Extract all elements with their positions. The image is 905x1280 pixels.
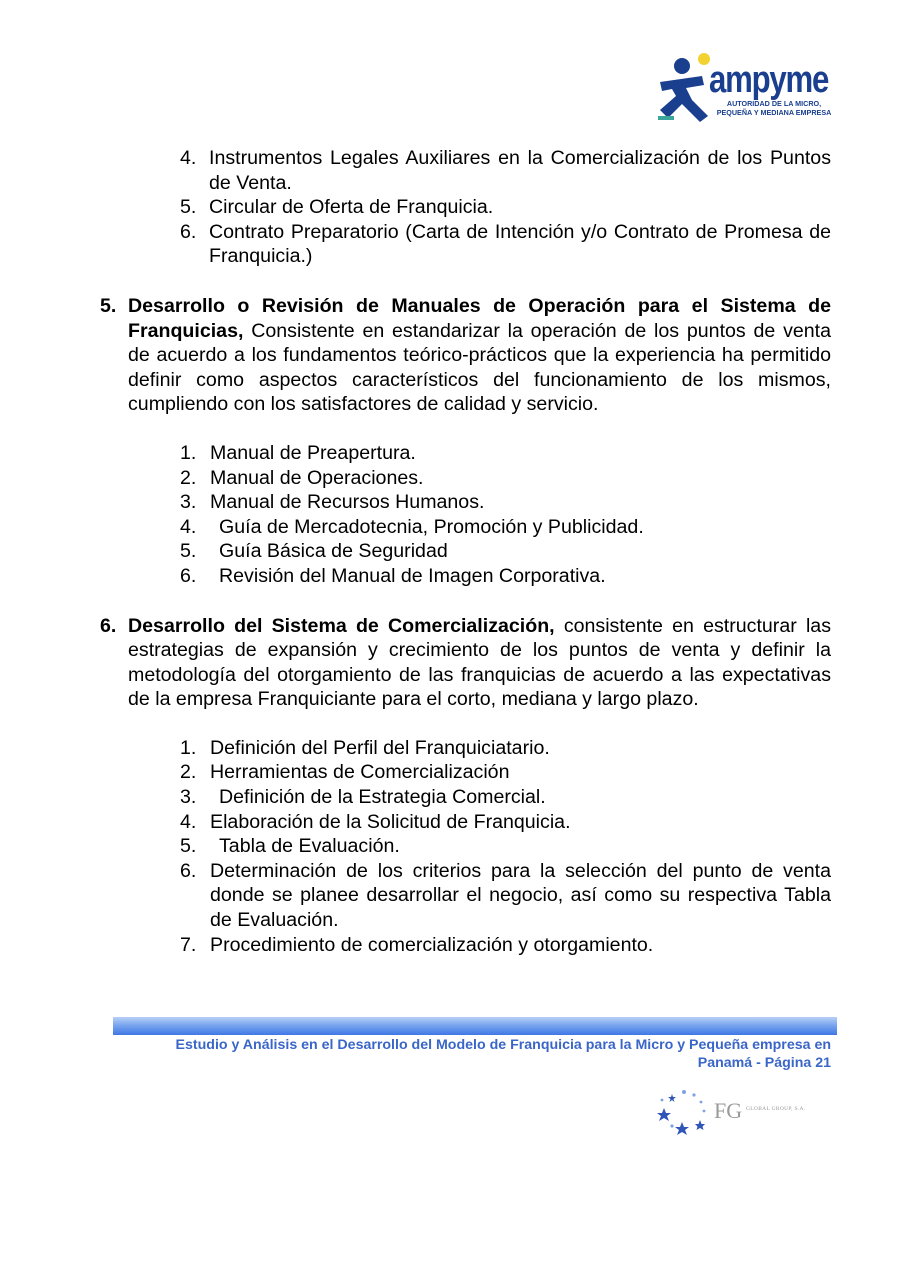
- list-item: 6. Determinación de los criterios para la selección del punto de venta donde se planee desarrollar el negocio, así como su respectiva Tabla de Evaluación.: [180, 859, 831, 932]
- list-item: 7. Procedimiento de comercialización y otorgamiento.: [180, 933, 654, 956]
- list-item: 6. Revisión del Manual de Imagen Corporativa.: [180, 564, 606, 587]
- list-item: 4. Instrumentos Legales Auxiliares en la Comercialización de los Puntos de Venta.: [180, 147, 831, 194]
- list-item: 1. Definición del Perfil del Franquiciatario.: [180, 736, 550, 759]
- section-heading: Desarrollo o Revisión de Manuales de Operación para el Sistema de Franquicias,: [128, 294, 831, 342]
- list-item: 5. Guía Básica de Seguridad: [180, 540, 448, 563]
- logo-subtitle: AUTORIDAD DE LA MICRO, PEQUEÑA Y MEDIANA EMPRESA: [716, 99, 832, 117]
- document-list-a: [180, 146, 831, 269]
- section-6: [100, 614, 831, 712]
- section-number: 6.: [100, 614, 117, 637]
- list-item: 4. Guía de Mercadotecnia, Promoción y Publicidad.: [180, 515, 644, 538]
- footer-caption: Estudio y Análisis en el Desarrollo del Modelo de Franquicia para la Micro y Pequeña empresa en Panamá - Página 21: [175, 1037, 831, 1071]
- section-number: 5.: [100, 294, 117, 317]
- fg-company-name: GLOBAL GROUP, S.A.: [746, 1106, 806, 1112]
- list-item: 6. Contrato Preparatorio (Carta de Intención y/o Contrato de Promesa de Franquicia.): [180, 220, 831, 268]
- list-item: 2. Manual de Operaciones.: [180, 466, 424, 489]
- list-item: 5. Circular de Oferta de Franquicia.: [180, 196, 494, 219]
- section-body: consistente en estructurar las estrategias de expansión y crecimiento de los puntos de venta y definir la metodología del otorgamiento de las franquicias de acuerdo a las expectativas de la empresa Franquiciante para el corto, mediana y largo plazo.: [128, 614, 831, 711]
- section-6-list: [180, 736, 831, 957]
- list-item: 3. Definición de la Estrategia Comercial.: [180, 786, 546, 809]
- list-item: 3. Manual de Recursos Humanos.: [180, 491, 485, 514]
- list-item: 2. Herramientas de Comercialización: [180, 761, 510, 784]
- footer-bar: [113, 1017, 837, 1035]
- section-heading: Desarrollo del Sistema de Comercialización,: [128, 614, 555, 637]
- section-5: [100, 294, 831, 417]
- logo-word: ampyme: [709, 59, 829, 101]
- list-item: 4. Elaboración de la Solicitud de Franquicia.: [180, 810, 571, 833]
- list-item: 1. Manual de Preapertura.: [180, 441, 416, 464]
- list-item: 5. Tabla de Evaluación.: [180, 835, 400, 858]
- page-content: [100, 146, 831, 957]
- star-ring-icon: [654, 1086, 714, 1138]
- fg-global-group-logo: [654, 1086, 824, 1138]
- fg-letters: FG: [714, 1098, 743, 1123]
- ampyme-logo: [658, 52, 830, 124]
- section-body: Consistente en estandarizar la operación de los puntos de venta de acuerdo a los fundamentos teórico-prácticos que la experiencia ha permitido definir como aspectos característicos del funcionamiento de los mismos, cumpliendo con los satisfactores de calidad y servicio.: [128, 319, 831, 416]
- section-5-list: [180, 441, 831, 589]
